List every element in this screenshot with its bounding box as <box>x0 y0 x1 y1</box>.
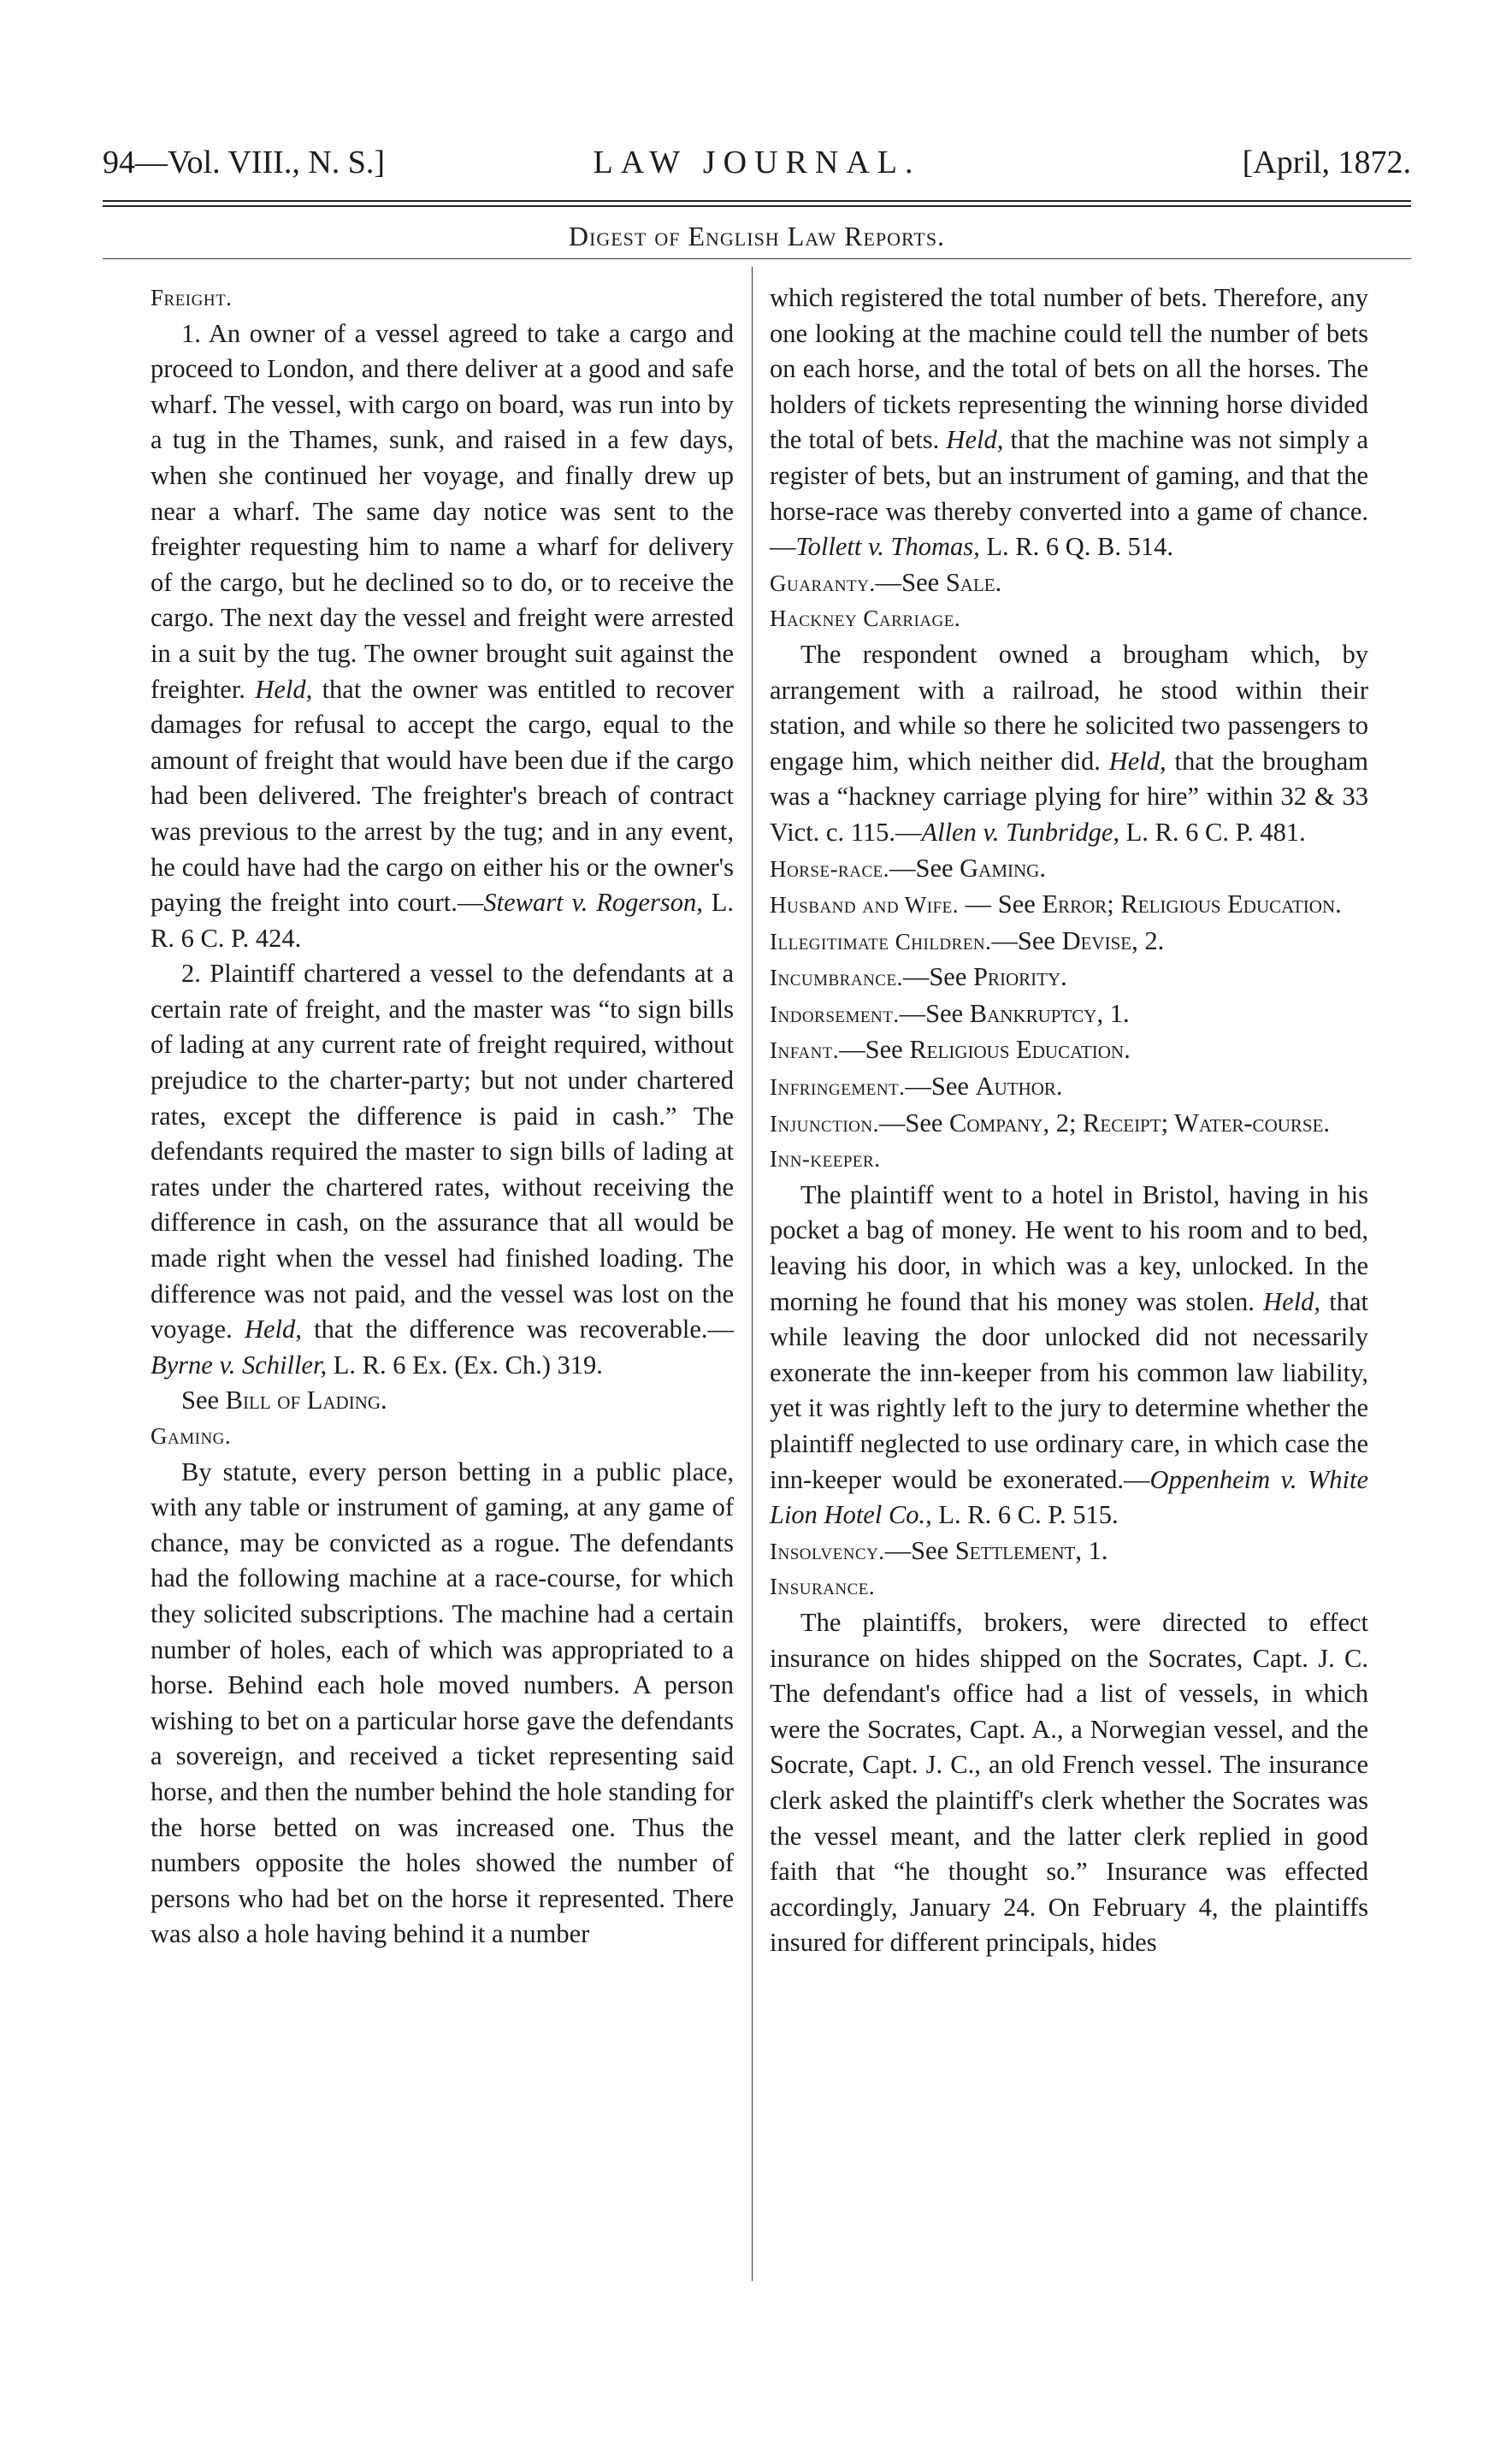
entry-ref: Error; Religious Education. <box>1042 889 1342 919</box>
heading-insurance: Insurance. <box>770 1574 876 1600</box>
freight-2-text-b: that the difference was recoverable.— <box>301 1315 735 1344</box>
freight-1-case-name: Stewart v. Rogerson, <box>483 888 703 918</box>
running-head <box>103 144 1411 195</box>
entry-head: Horse-race. <box>770 855 889 882</box>
hackney-text-a: The respondent owned a brougham which, by arrangement with a railroad, he stood within their station, and while so there he solicited two passengers to engage him, which neither did. <box>770 639 1368 776</box>
entry-ref: Devise, 2. <box>1061 925 1165 955</box>
header-rule-top <box>103 200 1411 202</box>
entry-incumbrance <box>770 960 1368 996</box>
freight-2-citation: L. R. 6 Ex. (Ex. Ch.) 319. <box>327 1350 603 1380</box>
entry-head: Guaranty. <box>770 570 876 596</box>
entry-indorsement <box>770 996 1368 1033</box>
gaming-case-continued <box>770 281 1368 565</box>
freight-2-text-a: 2. Plaintiff chartered a vessel to the defendants at a certain rate of freight, and the master was “to sign bills of lading at any current rate of freight required, without prejudice to the charter-party; but not under chartered rates, except the difference is paid in cash.” The defendants required the master to sign bills of lading at rates under the chartered rates, without receiving the difference in cash, on the assurance that all would be made right when the vessel had finished loading. The difference was not paid, and the vessel was lost on the voyage. <box>151 959 734 1344</box>
entry-ref: Bankruptcy, 1. <box>969 998 1130 1028</box>
section-title: Digest of English Law Reports. <box>568 221 946 251</box>
gaming-cont-text-a: which registered the total number of bets. Therefore, any one looking at the machine could tell the number of bets on each horse, and the total of bets on all the horses. The holders of tickets representing the winning horse divided the total of bets. <box>770 283 1368 455</box>
insurance-case: The plaintiffs, brokers, were directed to effect insurance on hides shipped on the Socrates, Capt. J. C. The defendant's office had a list of vessels, in which were the Socrates, Capt. A., a Norwegian vessel, and the Socrate, Capt. J. C., an old French vessel. The insurance clerk asked the plaintiff's clerk whether the Socrates was the vessel meant, and the latter clerk replied in good faith that “he thought so.” Insurance was effected accordingly, January 24. On February 4, the plaintiffs insured for different principals, hides <box>770 1607 1368 1958</box>
entry-insolvency <box>770 1533 1368 1570</box>
entry-head: Husband and Wife. <box>770 892 960 919</box>
gaming-held: Held, <box>946 425 1004 455</box>
entry-see: —See <box>875 567 946 597</box>
hackney-case-name: Allen v. Tunbridge, <box>921 817 1120 847</box>
entry-ref: Religious Education. <box>909 1035 1131 1065</box>
gaming-case: By statute, every person betting in a public place, with any table or instrument of gaming, at any game of chance, may be convicted as a rogue. The defendants had the following machine at a race-course, for which they solicited subscriptions. The machine had a certain number of holes, each of which was appropriated to a horse. Behind each hole moved numbers. A person wishing to bet on a particular horse gave the defendants a sovereign, and received a ticket representing said horse, and then the number behind the hole standing for the horse betted on was increased one. Thus the numbers opposite the holes showed the number of persons who had bet on the horse it represented. There was also a hole having behind it a number <box>151 1457 734 1949</box>
gaming-citation: L. R. 6 Q. B. 514. <box>979 532 1173 562</box>
freight-1-held: Held, <box>255 674 313 704</box>
entry-ref: Company, 2; Receipt; Water-course. <box>949 1108 1331 1137</box>
freight-1-citation: L. R. 6 C. P. 424. <box>151 888 734 953</box>
see-prefix: See <box>181 1386 226 1415</box>
innkeeper-held: Held, <box>1263 1286 1321 1316</box>
freight-case-1 <box>151 316 734 957</box>
entry-guaranty <box>770 565 1368 602</box>
heading-freight: Freight. <box>151 285 233 310</box>
entry-head: Indorsement. <box>770 1001 900 1027</box>
header-rule-bottom <box>103 205 1411 207</box>
entry-head: Infringement. <box>770 1074 906 1101</box>
entry-see: —See <box>878 1108 950 1137</box>
innkeeper-case <box>770 1178 1368 1533</box>
entry-ref: Priority. <box>973 962 1067 992</box>
freight-2-case-name: Byrne v. Schiller, <box>151 1350 328 1380</box>
entry-see: —See <box>991 925 1062 955</box>
gaming-cont-text-b: that the machine was not simply a register of bets, but an instrument of gaming, and that the horse-race was thereby converted into a game of chance.— <box>770 425 1368 562</box>
left-column <box>151 281 734 1953</box>
innkeeper-text-b: that while leaving the door unlocked did not necessarily exonerate the inn-keeper from his common law liability, yet it was rightly left to the jury to determine whether the plaintiff neglected to use ordinary care, in which case the inn-keeper would be exonerated.— <box>770 1286 1368 1494</box>
freight-1-text-b: that the owner was entitled to recover damages for refusal to accept the cargo, equal to the amount of freight that would have been due if the cargo had been delivered. The freighter's breach of contract was previous to the arrest by the tug; and in any event, he could have had the cargo on either his or the owner's paying the freight into court.— <box>151 674 734 918</box>
hackney-held: Held, <box>1108 746 1166 776</box>
entry-ref: Settlement, 1. <box>954 1535 1108 1565</box>
entry-head: Illegitimate Children. <box>770 928 992 954</box>
entry-see: — See <box>959 889 1042 919</box>
entry-illegitimate-children <box>770 924 1368 960</box>
entry-see: —See <box>889 853 960 883</box>
section-rule <box>103 258 1411 259</box>
freight-see-also <box>151 1383 734 1419</box>
entry-ref: Gaming. <box>960 853 1046 883</box>
column-divider <box>752 267 753 2281</box>
entry-infringement <box>770 1069 1368 1106</box>
entry-head: Infant. <box>770 1037 840 1064</box>
entry-infant <box>770 1032 1368 1069</box>
see-bill-of-lading: Bill of Lading. <box>225 1386 387 1415</box>
hackney-text-b: that the brougham was a “hackney carriage plying for hire” within 32 & 33 Vict. c. 115.— <box>770 746 1368 847</box>
right-column <box>770 281 1368 1961</box>
innkeeper-text-a: The plaintiff went to a hotel in Bristol, having in his pocket a bag of money. He went to his room and to bed, leaving his door, in which was a key, unlocked. In the morning he found that his money was stolen. <box>770 1179 1368 1316</box>
entry-see: —See <box>839 1035 910 1065</box>
hackney-citation: L. R. 6 C. P. 481. <box>1119 817 1306 847</box>
entry-ref: Sale. <box>945 567 1002 597</box>
hackney-case <box>770 637 1368 851</box>
entry-husband-and-wife <box>770 887 1368 924</box>
freight-case-2 <box>151 956 734 1383</box>
heading-hackney-carriage: Hackney Carriage. <box>770 606 961 632</box>
freight-2-held: Held, <box>244 1315 302 1344</box>
entry-head: Insolvency. <box>770 1538 885 1564</box>
gaming-case-name: Tollett v. Thomas, <box>795 532 980 562</box>
heading-gaming: Gaming. <box>151 1423 232 1449</box>
entry-see: —See <box>902 962 973 992</box>
innkeeper-citation: L. R. 6 C. P. 515. <box>931 1500 1119 1530</box>
entry-head: Incumbrance. <box>770 965 903 991</box>
entry-injunction <box>770 1106 1368 1143</box>
page-volume-label: 94—Vol. VIII., N. S.] <box>103 145 386 180</box>
entry-head: Injunction. <box>770 1110 879 1137</box>
journal-title: LAW JOURNAL. <box>593 145 921 180</box>
entry-see: —See <box>884 1535 955 1565</box>
heading-inn-keeper: Inn-keeper. <box>770 1146 881 1173</box>
entry-ref: Author. <box>975 1072 1063 1102</box>
entry-see: —See <box>899 998 970 1028</box>
entry-see: —See <box>905 1072 976 1102</box>
freight-1-text-a: 1. An owner of a vessel agreed to take a cargo and proceed to London, and there deliver at a good and safe wharf. The vessel, with cargo on board, was run into by a tug in the Thames, sunk, and raised in a few days, when she continued her voyage, and finally drew up near a wharf. The same day notice was sent to the freighter requesting him to name a wharf for delivery of the cargo, but he declined so to do, or to receive the cargo. The next day the vessel and freight were arrested in a suit by the tug. The owner brought suit against the freighter. <box>151 318 734 704</box>
entry-horse-race <box>770 851 1368 888</box>
innkeeper-case-name: Oppenheim v. White Lion Hotel Co., <box>770 1464 1368 1530</box>
issue-date: [April, 1872. <box>1242 145 1411 180</box>
